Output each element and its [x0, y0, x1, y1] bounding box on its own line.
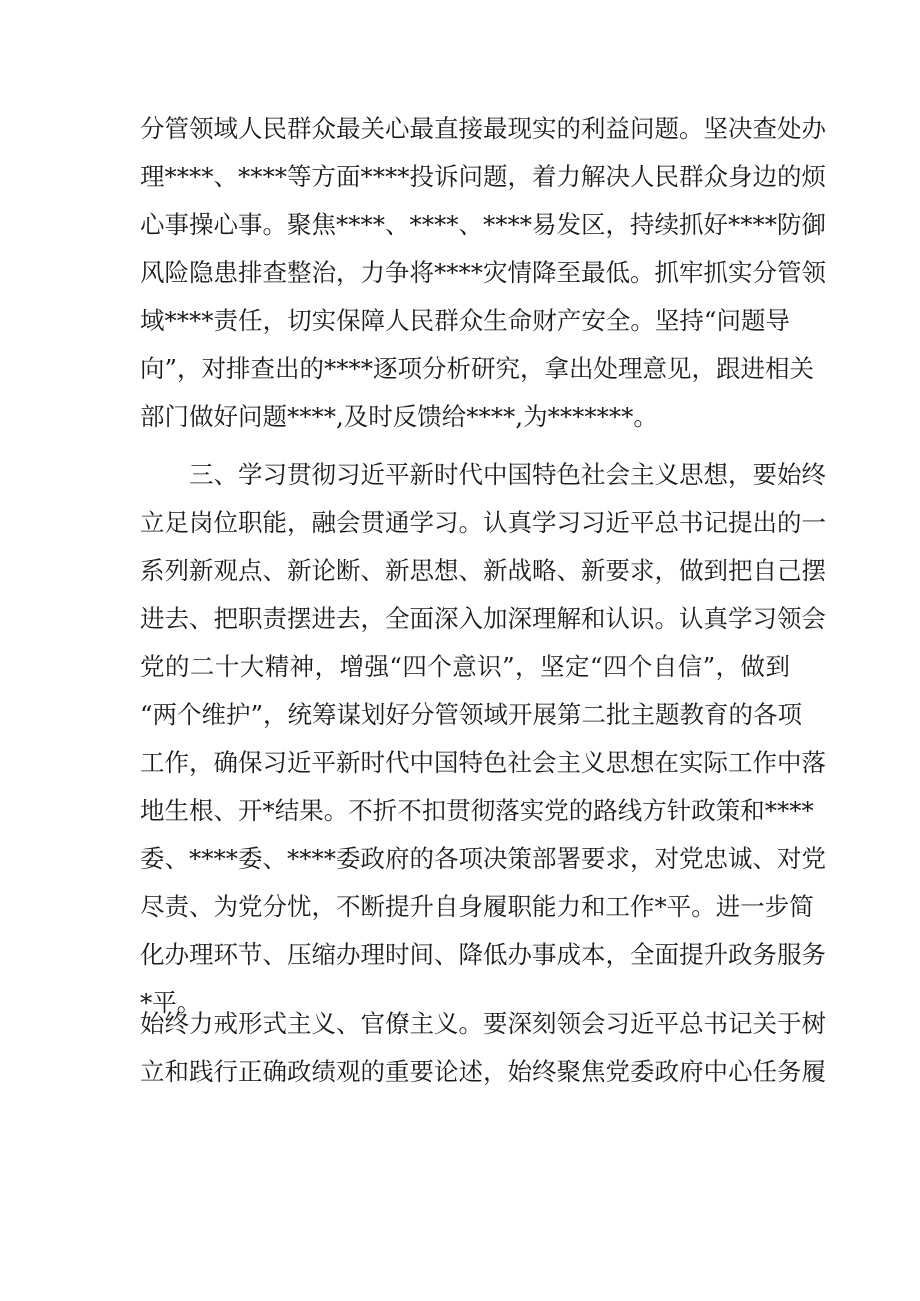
section-heading-line: 三、学习贯彻习近平新时代中国特色社会主义思想，要始终	[140, 460, 826, 489]
text-line: 地生根、开*结果。不折不扣贯彻落实党的路线方针政策和****	[140, 796, 814, 825]
paragraph-formalism	[140, 1000, 826, 1096]
paragraph-continuation	[140, 105, 826, 441]
text-line: 理****、****等方面****投诉问题，着力解决人民群众身边的烦	[140, 162, 826, 191]
text-line: 进去、把职责摆进去，全面深入加深理解和认识。认真学习领会	[140, 604, 826, 633]
paragraph-section-three	[140, 451, 826, 1027]
text-line: 工作，确保习近平新时代中国特色社会主义思想在实际工作中落	[140, 748, 826, 777]
text-line: “两个维护”，统筹谋划好分管领域开展第二批主题教育的各项	[140, 700, 803, 729]
text-line: 域****责任，切实保障人民群众生命财产安全。坚持“问题导	[140, 306, 790, 335]
text-line: 心事操心事。聚焦****、****、****易发区，持续抓好****防御	[140, 210, 826, 239]
text-line: 向”，对排查出的****逐项分析研究，拿出处理意见，跟进相关	[140, 354, 815, 383]
text-line: 立足岗位职能，融会贯通学习。认真学习习近平总书记提出的一	[140, 508, 826, 537]
text-line: 党的二十大精神，增强“四个意识”，坚定“四个自信”，做到	[140, 652, 790, 681]
text-line: 分管领域人民群众最关心最直接最现实的利益问题。坚决查处办	[140, 114, 826, 143]
text-line: *平。	[140, 988, 202, 1017]
text-line: 立和践行正确政绩观的重要论述，始终聚焦党委政府中心任务履	[140, 1057, 826, 1086]
text-line: 系列新观点、新论断、新思想、新战略、新要求，做到把自己摆	[140, 556, 826, 585]
text-line: 尽责、为党分忧，不断提升自身履职能力和工作*平。进一步简	[140, 892, 814, 921]
text-line: 委、****委、****委政府的各项决策部署要求，对党忠诚、对党	[140, 844, 826, 873]
text-line: 风险隐患排查整治，力争将****灾情降至最低。抓牢抓实分管领	[140, 258, 826, 287]
text-line: 化办理环节、压缩办理时间、降低办事成本，全面提升政务服务	[140, 940, 826, 969]
text-line: 始终力戒形式主义、官僚主义。要深刻领会习近平总书记关于树	[140, 1009, 826, 1038]
text-line: 部门做好问题****,及时反馈给****,为*******。	[140, 402, 658, 431]
